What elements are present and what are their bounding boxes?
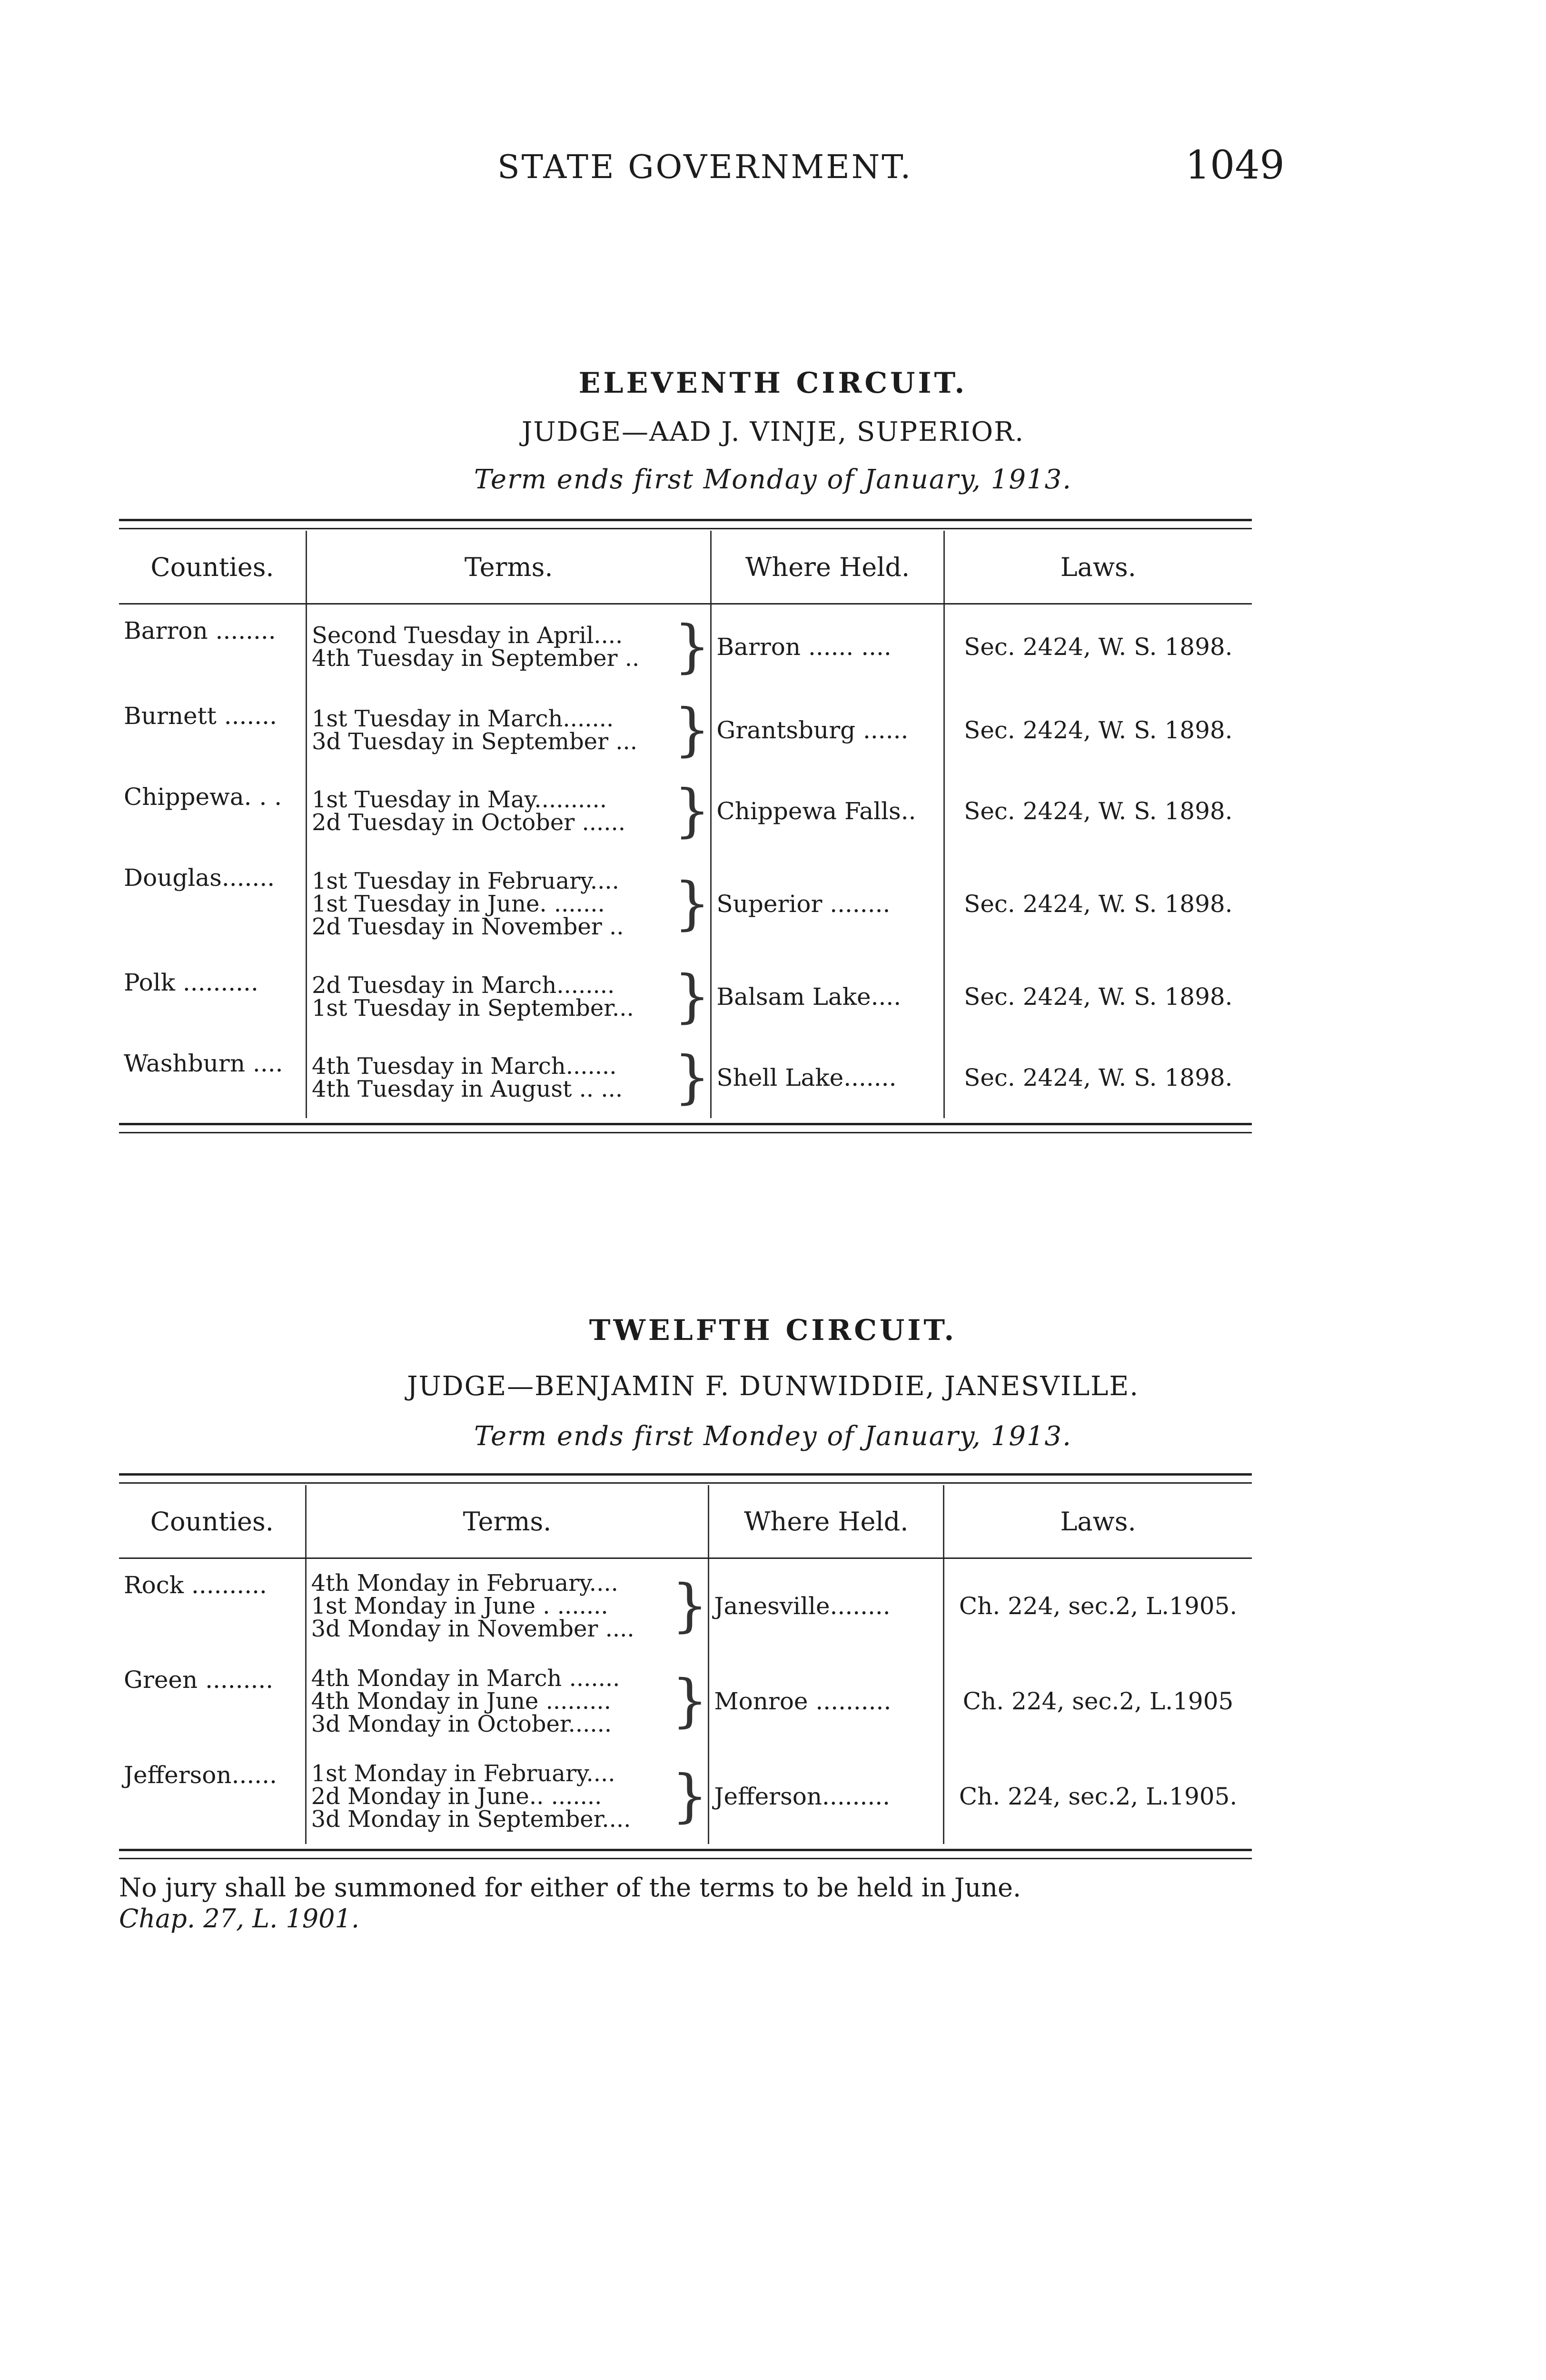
terms-cell <box>306 1037 674 1118</box>
table-row <box>119 604 1252 690</box>
twelfth-bottom-rule <box>119 1849 1252 1859</box>
term-line: 4th Monday in February.... <box>311 1570 618 1597</box>
twelfth-term: Term ends first Mondey of January, 1913. <box>474 1421 1072 1452</box>
table-row <box>119 1749 1252 1844</box>
col-laws: Laws. <box>944 531 1252 604</box>
term-line: 4th Tuesday in March....... <box>311 1052 617 1080</box>
term-line: 1st Monday in February.... <box>311 1760 615 1787</box>
term-line: 3d Monday in September.... <box>311 1805 631 1833</box>
where-held-cell: Grantsburg ...... <box>711 690 944 771</box>
county-cell: Burnett ....... <box>124 702 277 730</box>
where-held-cell: Balsam Lake.... <box>711 956 944 1037</box>
terms-cell <box>306 604 674 690</box>
running-title: STATE GOVERNMENT. <box>497 149 913 186</box>
col-terms: Terms. <box>306 1485 709 1558</box>
footnote-text: No jury shall be summoned for either of the terms to be held in June. <box>119 1873 1021 1903</box>
brace-icon: } <box>672 1573 708 1639</box>
term-line: Second Tuesday in April.... <box>311 622 623 649</box>
term-line: 1st Monday in June . ....... <box>311 1593 608 1620</box>
twelfth-circuit-table <box>119 1485 1252 1844</box>
where-held-cell: Monroe .......... <box>709 1654 944 1749</box>
brace-icon: } <box>674 696 711 763</box>
eleventh-judge: JUDGE—AAD J. VINJE, SUPERIOR. <box>521 416 1025 447</box>
term-line: 3d Tuesday in September ... <box>311 728 638 755</box>
term-line: 1st Tuesday in March....... <box>311 705 614 732</box>
eleventh-top-rule <box>119 519 1252 529</box>
county-cell: Douglas....... <box>124 863 275 892</box>
twelfth-circuit-title: TWELFTH CIRCUIT. <box>589 1314 957 1347</box>
table-row <box>119 771 1252 852</box>
brace-icon: } <box>672 1667 708 1734</box>
table-row <box>119 1037 1252 1118</box>
terms-cell <box>306 956 674 1037</box>
terms-cell <box>306 771 674 852</box>
where-held-cell: Barron ...... .... <box>711 604 944 690</box>
county-cell: Polk .......... <box>124 968 258 996</box>
table-header-row <box>119 1485 1252 1558</box>
table-row <box>119 1558 1252 1654</box>
eleventh-circuit-table <box>119 531 1252 1118</box>
footnote <box>119 1873 1252 1934</box>
term-line: 2d Tuesday in October ...... <box>311 809 626 836</box>
col-laws: Laws. <box>944 1485 1252 1558</box>
county-cell: Jefferson...... <box>124 1761 277 1789</box>
term-line: 2d Monday in June.. ....... <box>311 1783 602 1810</box>
term-line: 4th Tuesday in September .. <box>311 645 640 672</box>
laws-cell: Sec. 2424, W. S. 1898. <box>944 956 1252 1037</box>
term-line: 1st Tuesday in May.......... <box>311 786 607 813</box>
laws-cell: Sec. 2424, W. S. 1898. <box>944 1037 1252 1118</box>
brace-icon: } <box>672 1763 708 1829</box>
term-line: 2d Tuesday in November .. <box>311 913 624 940</box>
footnote-citation: Chap. 27, L. 1901. <box>119 1903 360 1934</box>
county-cell: Washburn .... <box>124 1049 283 1077</box>
laws-cell: Ch. 224, sec.2, L.1905. <box>944 1558 1252 1654</box>
term-line: 4th Monday in June ......... <box>311 1687 611 1715</box>
laws-cell: Sec. 2424, W. S. 1898. <box>944 771 1252 852</box>
brace-icon: } <box>674 963 711 1030</box>
table-header-row <box>119 531 1252 604</box>
brace-icon: } <box>674 870 711 937</box>
where-held-cell: Shell Lake....... <box>711 1037 944 1118</box>
term-line: 1st Tuesday in September... <box>311 994 634 1021</box>
term-line: 2d Tuesday in March........ <box>311 972 615 999</box>
twelfth-judge: JUDGE—BENJAMIN F. DUNWIDDIE, JANESVILLE. <box>407 1371 1139 1402</box>
col-where-held: Where Held. <box>709 1485 944 1558</box>
eleventh-circuit-title: ELEVENTH CIRCUIT. <box>578 367 968 400</box>
county-cell: Chippewa. . . <box>124 783 282 811</box>
col-counties: Counties. <box>119 531 306 604</box>
eleventh-bottom-rule <box>119 1123 1252 1133</box>
table-row <box>119 1654 1252 1749</box>
page-number: 1049 <box>1185 143 1285 188</box>
term-line: 1st Tuesday in February.... <box>311 867 619 894</box>
terms-cell <box>306 1749 672 1844</box>
col-terms: Terms. <box>306 531 711 604</box>
where-held-cell: Jefferson......... <box>709 1749 944 1844</box>
laws-cell: Sec. 2424, W. S. 1898. <box>944 852 1252 956</box>
where-held-cell: Superior ........ <box>711 852 944 956</box>
table-row <box>119 956 1252 1037</box>
terms-cell <box>306 1654 672 1749</box>
table-row <box>119 852 1252 956</box>
county-cell: Green ......... <box>124 1666 274 1694</box>
county-cell: Rock .......... <box>124 1571 267 1599</box>
col-where-held: Where Held. <box>711 531 944 604</box>
terms-cell <box>306 852 674 956</box>
terms-cell <box>306 690 674 771</box>
county-cell: Barron ........ <box>124 617 276 645</box>
brace-icon: } <box>674 1044 711 1111</box>
term-line: 3d Monday in November .... <box>311 1616 634 1643</box>
laws-cell: Sec. 2424, W. S. 1898. <box>944 690 1252 771</box>
term-line: 4th Monday in March ....... <box>311 1665 620 1692</box>
laws-cell: Ch. 224, sec.2, L.1905. <box>944 1749 1252 1844</box>
terms-cell <box>306 1558 672 1654</box>
col-counties: Counties. <box>119 1485 306 1558</box>
term-line: 1st Tuesday in June. ....... <box>311 890 605 917</box>
twelfth-top-rule <box>119 1473 1252 1484</box>
laws-cell: Sec. 2424, W. S. 1898. <box>944 604 1252 690</box>
term-line: 4th Tuesday in August .. ... <box>311 1075 623 1102</box>
table-row <box>119 690 1252 771</box>
brace-icon: } <box>674 777 711 844</box>
eleventh-term: Term ends first Monday of January, 1913. <box>474 464 1072 495</box>
where-held-cell: Chippewa Falls.. <box>711 771 944 852</box>
laws-cell: Ch. 224, sec.2, L.1905 <box>944 1654 1252 1749</box>
brace-icon: } <box>674 614 711 680</box>
where-held-cell: Janesville........ <box>709 1558 944 1654</box>
term-line: 3d Monday in October...... <box>311 1710 612 1737</box>
